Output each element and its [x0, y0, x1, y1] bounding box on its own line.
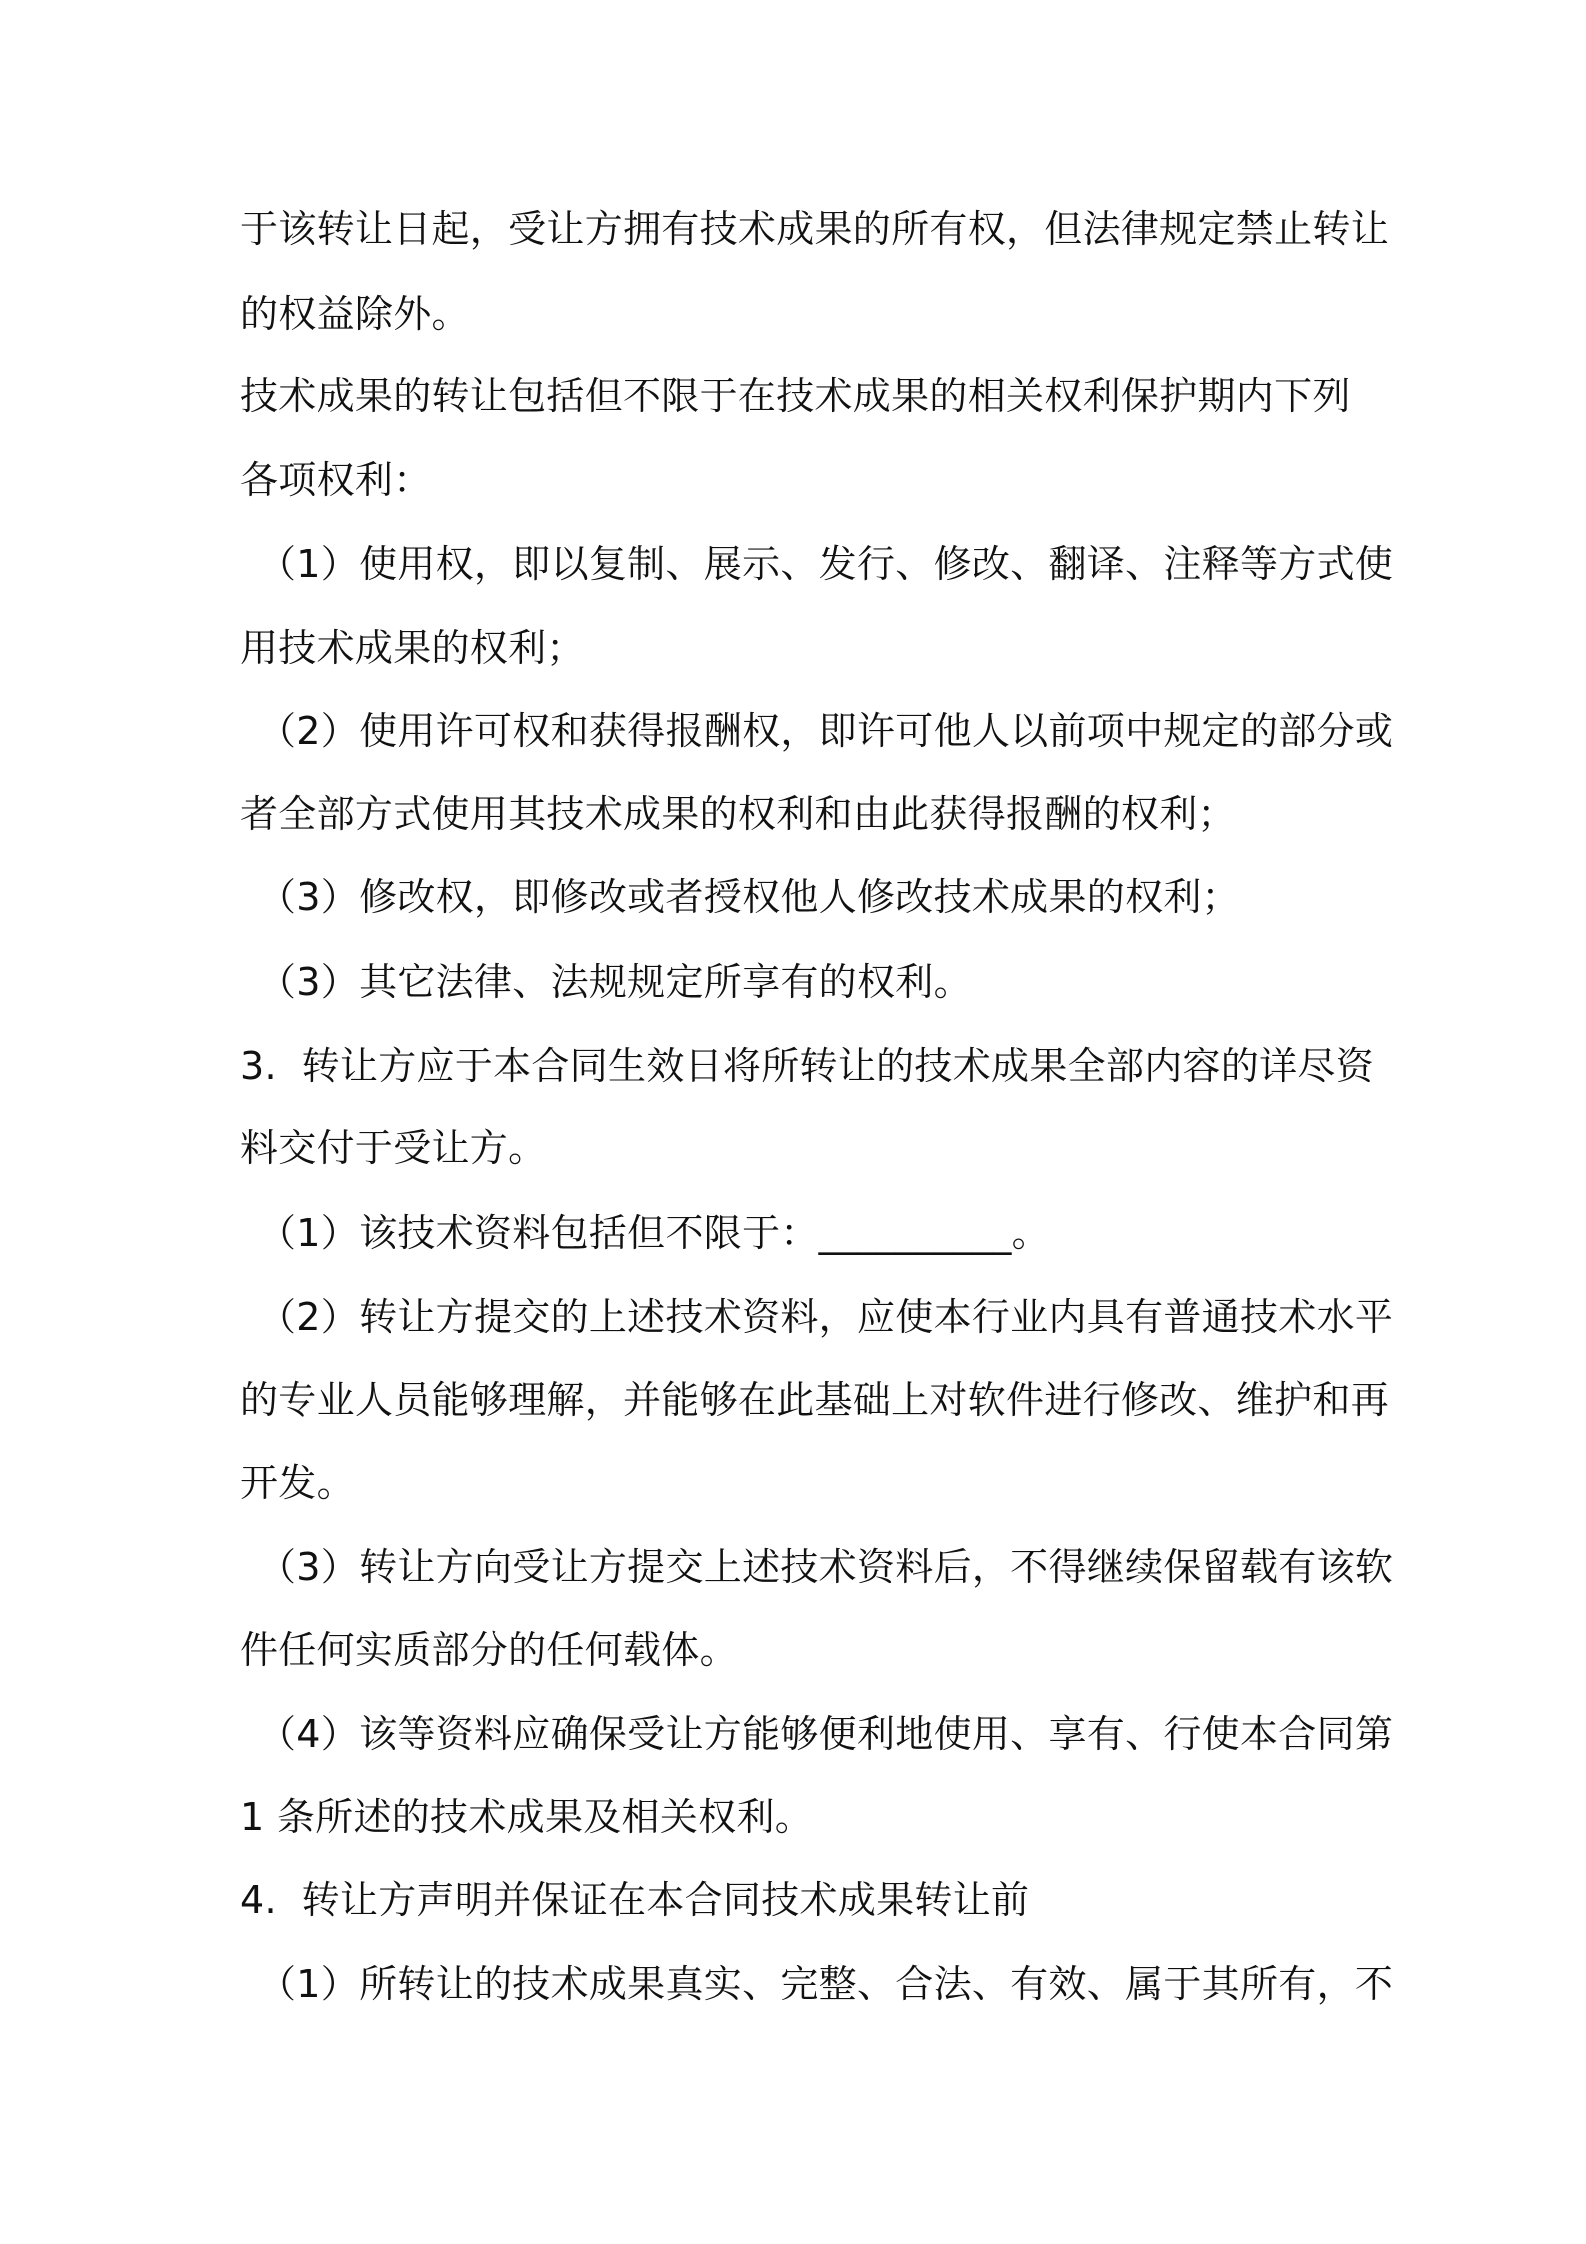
text-line: 用技术成果的权利； [240, 626, 585, 670]
text-line: 料交付于受让方。 [240, 1126, 547, 1170]
text-line: 件任何实质部分的任何载体。 [240, 1628, 738, 1672]
list-item: （1）所转让的技术成果真实、完整、合法、有效、属于其所有，不 [258, 1962, 1394, 2006]
text-line: 于该转让日起，受让方拥有技术成果的所有权，但法律规定禁止转让 [240, 207, 1390, 251]
list-item: （3）其它法律、法规规定所享有的权利。 [258, 960, 972, 1004]
text-line: 各项权利： [240, 458, 432, 502]
list-item: （1）该技术资料包括但不限于：__________。 [258, 1211, 1050, 1255]
text-line: 者全部方式使用其技术成果的权利和由此获得报酬的权利； [240, 792, 1236, 836]
list-item: （1）使用权，即以复制、展示、发行、修改、翻译、注释等方式使 [258, 542, 1394, 586]
list-item: （3）转让方向受让方提交上述技术资料后，不得继续保留载有该软 [258, 1545, 1394, 1589]
list-item: （2）使用许可权和获得报酬权，即许可他人以前项中规定的部分或 [258, 709, 1394, 753]
section-item: 3. 转让方应于本合同生效日将所转让的技术成果全部内容的详尽资 [240, 1044, 1375, 1088]
text-line: 1 条所述的技术成果及相关权利。 [240, 1795, 814, 1839]
list-item: （2）转让方提交的上述技术资料，应使本行业内具有普通技术水平 [258, 1295, 1394, 1339]
text-line: 的权益除外。 [240, 292, 470, 336]
text-line: 技术成果的转让包括但不限于在技术成果的相关权利保护期内下列 [240, 374, 1351, 418]
list-item: （4）该等资料应确保受让方能够便利地使用、享有、行使本合同第 [258, 1712, 1394, 1756]
text-line: 的专业人员能够理解，并能够在此基础上对软件进行修改、维护和再 [240, 1378, 1390, 1422]
list-item: （3）修改权，即修改或者授权他人修改技术成果的权利； [258, 875, 1240, 919]
section-item: 4. 转让方声明并保证在本合同技术成果转让前 [240, 1878, 1030, 1922]
text-line: 开发。 [240, 1461, 355, 1505]
